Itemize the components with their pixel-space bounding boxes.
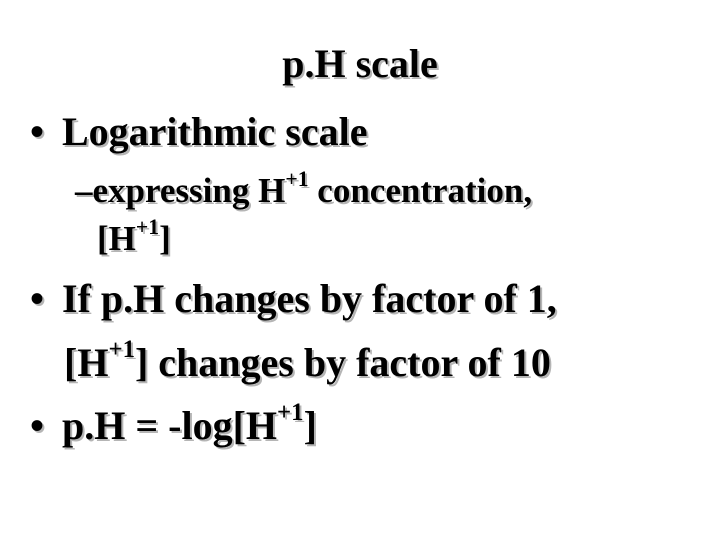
sub-bullet-text: expressing H (92, 171, 286, 210)
bullet-text: ] (303, 403, 317, 448)
bullet-dot: • (30, 109, 45, 154)
superscript: +1 (277, 399, 304, 427)
bullet-text: [H (64, 340, 109, 385)
sub-bullet-line-2 (97, 214, 171, 259)
bullet-text: p.H = -log[H (62, 403, 278, 448)
sub-bullet-dash: – (75, 171, 93, 210)
bullet-ph-formula (30, 399, 317, 448)
sub-bullet-line-1 (75, 166, 533, 211)
bullet-text: Logarithmic scale (62, 109, 368, 154)
slide-title-text: p.H scale (282, 41, 438, 86)
sub-bullet-text: ] (159, 219, 171, 258)
bullet-logarithmic-scale (30, 110, 368, 154)
superscript: +1 (108, 336, 135, 364)
bullet-ph-changes-line-2 (64, 336, 551, 385)
sub-bullet-text: concentration, (308, 171, 533, 210)
bullet-text: If p.H changes by factor of 1, (62, 276, 557, 321)
slide-title (0, 40, 720, 88)
sub-bullet-text: [H (97, 219, 136, 258)
bullet-text: ] changes by factor of 10 (134, 340, 551, 385)
bullet-dot: • (30, 276, 45, 321)
superscript: +1 (135, 214, 160, 239)
superscript: +1 (285, 166, 309, 191)
bullet-dot: • (30, 403, 45, 448)
bullet-ph-changes-line-1 (30, 277, 557, 321)
